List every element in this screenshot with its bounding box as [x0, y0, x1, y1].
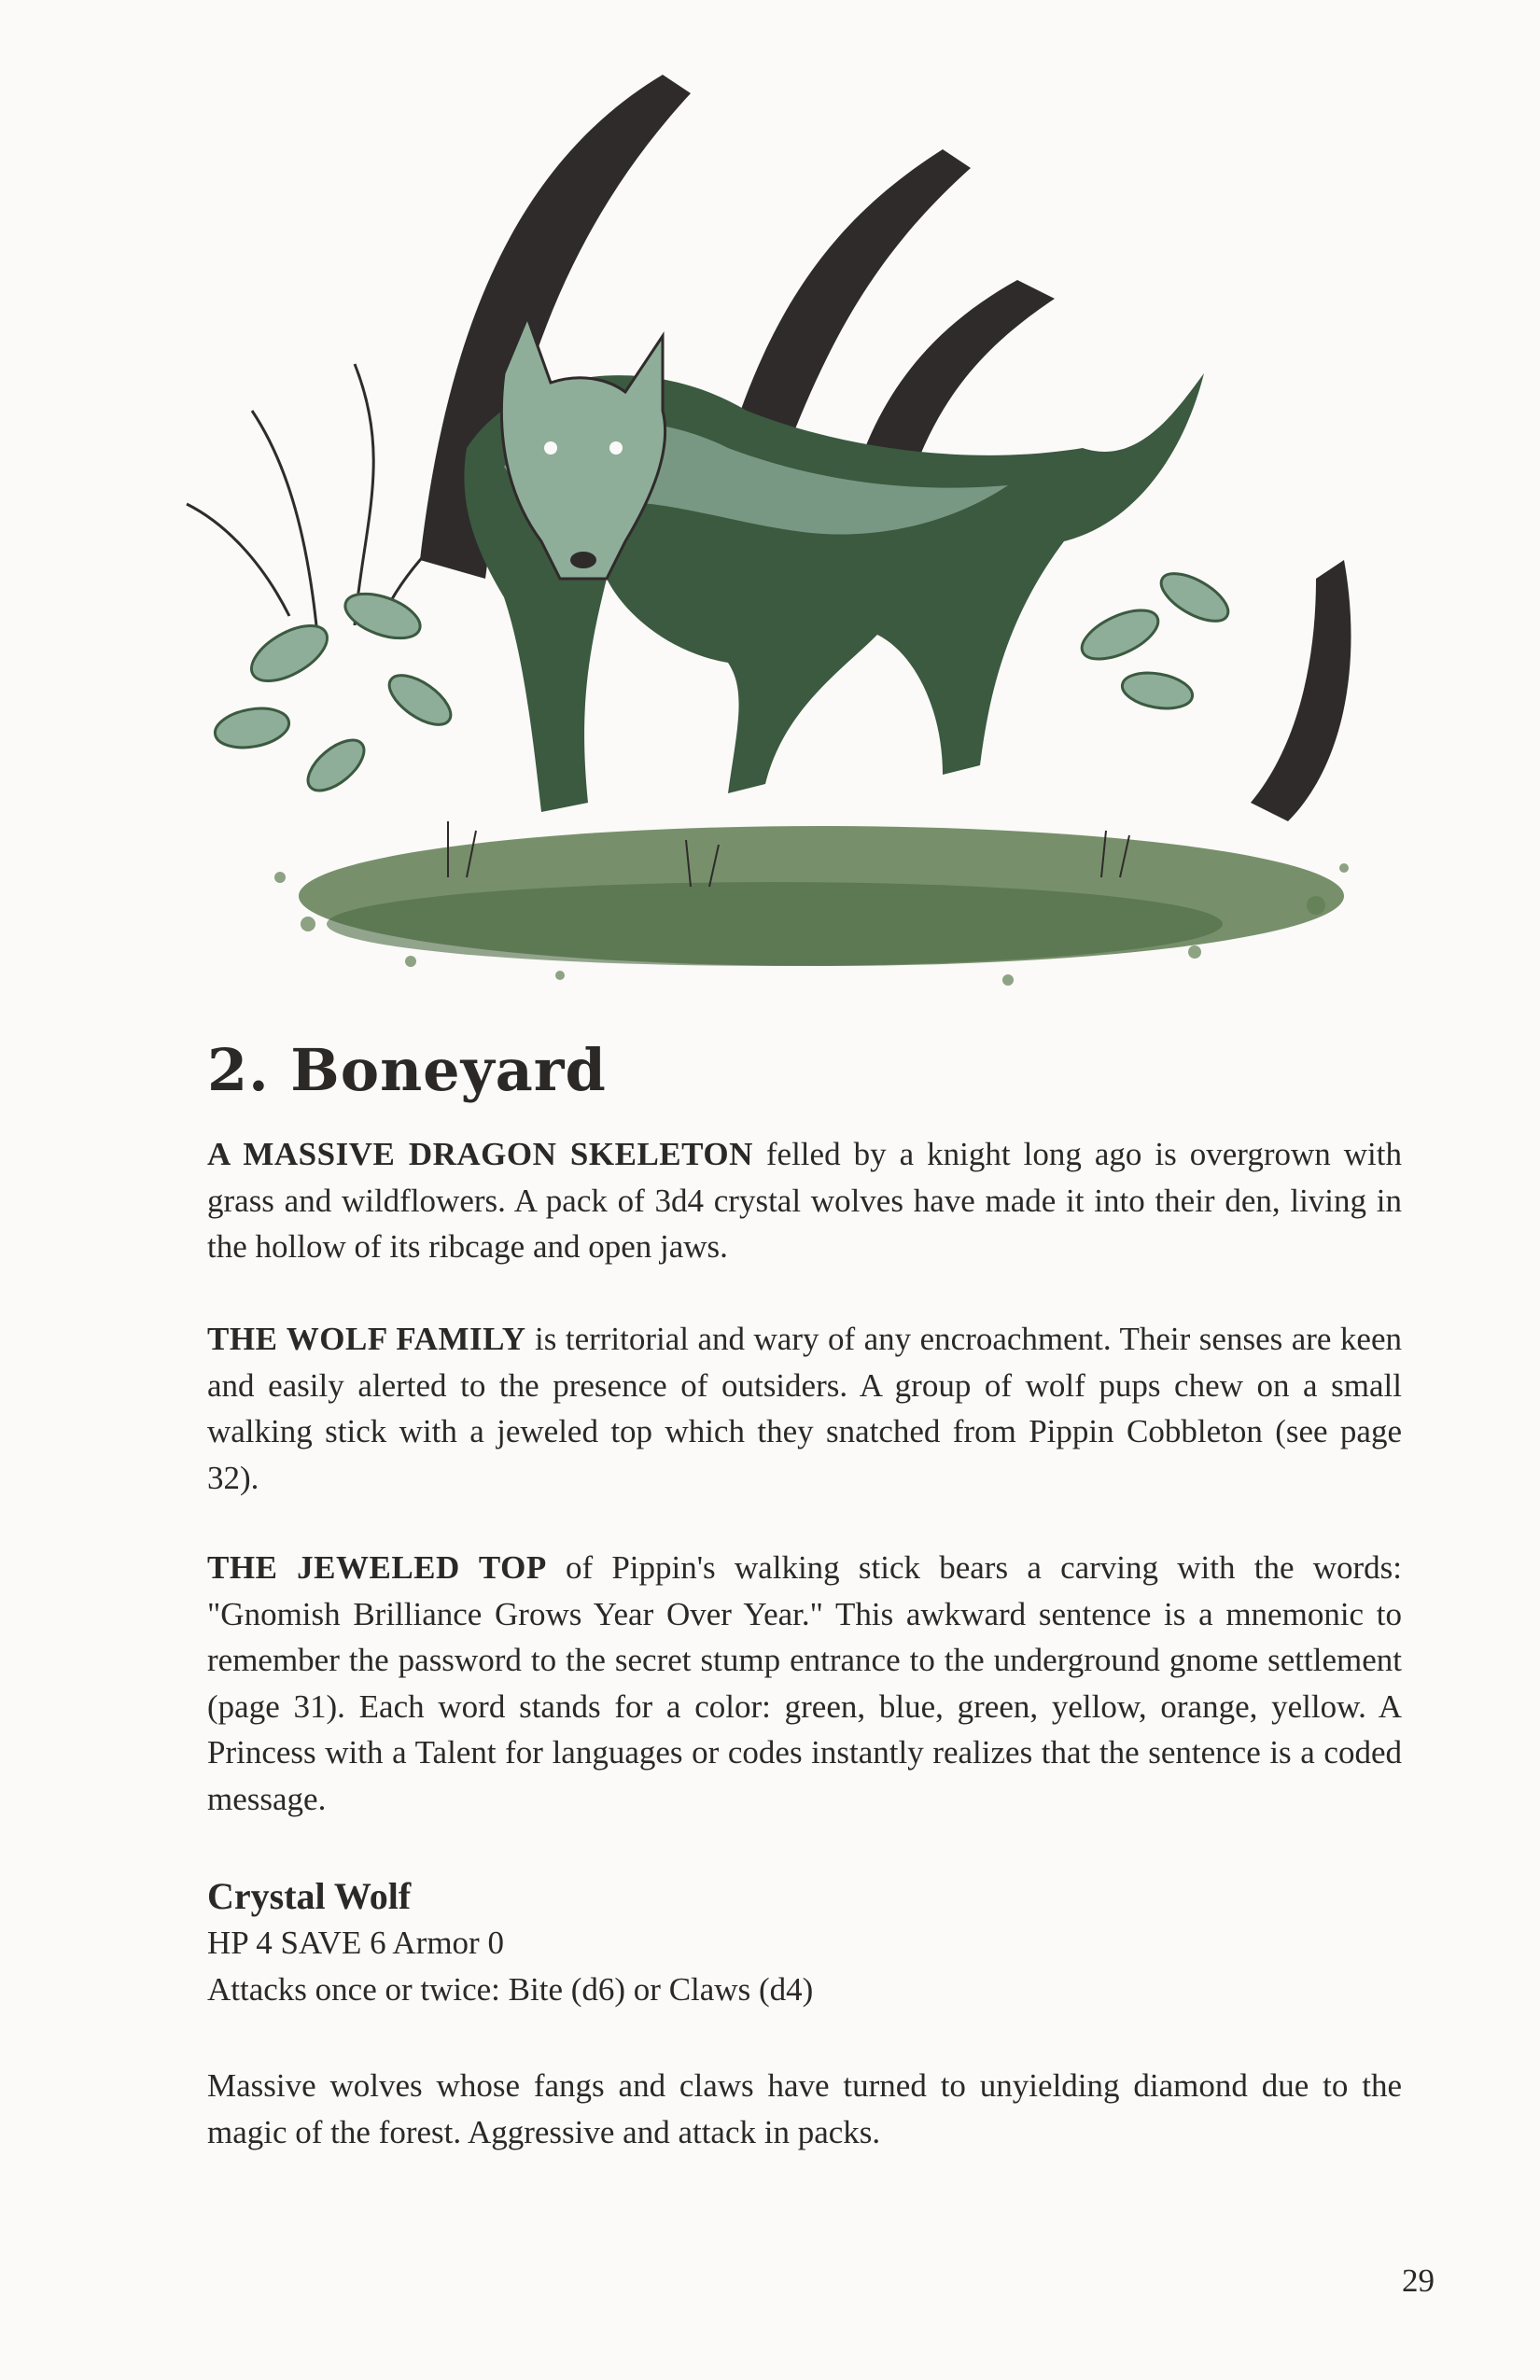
paragraph-text: of Pippin's walking stick bears a carving with the words: "Gnomish Brilliance Grows Year Over Year." This awkward sentence is a mnemonic to remember the password to the secret stump entrance to the underground gnome settlement (page 31). Each word stands for a color: green, blue, green, yellow, orange, yellow. A Princess with a Talent for languages or codes instantly realizes that the sentence is a coded message. [207, 1549, 1402, 1817]
paragraph-lead: THE WOLF FAMILY [207, 1321, 526, 1357]
paragraph-wolf-family [207, 1316, 1402, 1501]
stat-block-stats: HP 4 SAVE 6 Armor 0 [207, 1925, 504, 1961]
paragraph-text: felled by a knight long ago is overgrown with grass and wildflowers. A pack of 3d4 crystal wolves have made it into their den, living in the hollow of its ribcage and open jaws. [207, 1136, 1402, 1265]
paragraph-lead: THE JEWELED TOP [207, 1549, 547, 1586]
stat-block-attacks: Attacks once or twice: Bite (d6) or Claws (d4) [207, 1971, 814, 2008]
crystal-wolf-illustration [168, 56, 1419, 1017]
paragraph-lead: A MASSIVE DRAGON SKELETON [207, 1136, 753, 1172]
section-heading: 2. Boneyard [207, 1036, 607, 1104]
stat-block-title: Crystal Wolf [207, 1875, 412, 1917]
page-number: 29 [1402, 2262, 1435, 2299]
paragraph-dragon-skeleton [207, 1131, 1402, 1270]
paragraph-jeweled-top [207, 1545, 1402, 1822]
stat-block-description: Massive wolves whose fangs and claws have turned to unyielding diamond due to the magic of the forest. Aggressive and attack in packs. [207, 2067, 1402, 2150]
paragraph-text: is territorial and wary of any encroachment. Their senses are keen and easily alerted to the presence of outsiders. A group of wolf pups chew on a small walking stick with a jeweled top which they snatched from Pippin Cobbleton (see page 32). [207, 1321, 1402, 1496]
